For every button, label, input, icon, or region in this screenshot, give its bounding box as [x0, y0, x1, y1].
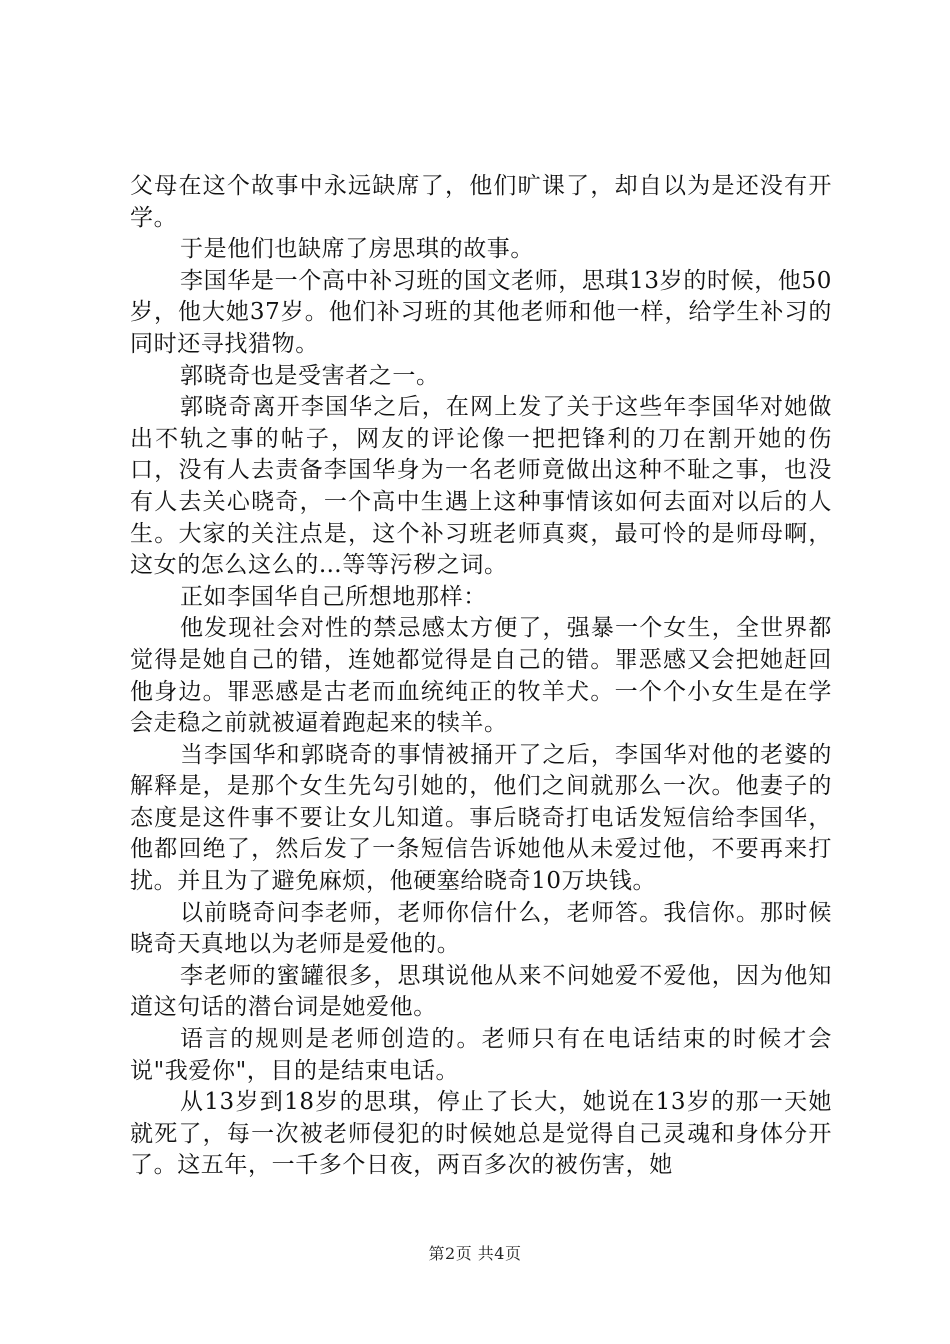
paragraph-9: 以前晓奇问李老师，老师你信什么，老师答。我信你。那时候晓奇天真地以为老师是爱他的。 — [130, 899, 832, 958]
document-body — [130, 171, 832, 1182]
paragraph-10: 李老师的蜜罐很多，思琪说他从来不问她爱不爱他，因为他知道这句话的潜台词是她爱他。 — [130, 962, 832, 1021]
paragraph-7: 他发现社会对性的禁忌感太方便了，强暴一个女生，全世界都觉得是她自己的错，连她都觉得是自己的错。罪恶感又会把她赶回他身边。罪恶感是古老而血统纯正的牧羊犬。一个个小女生是在学会走稳之前就被逼着跑起来的犊羊。 — [130, 615, 832, 737]
paragraph-2: 于是他们也缺席了房思琪的故事。 — [180, 236, 534, 263]
paragraph-1: 父母在这个故事中永远缺席了，他们旷课了，却自以为是还没有开学。 — [130, 173, 832, 231]
paragraph-11: 语言的规则是老师创造的。老师只有在电话结束的时候才会说"我爱你"，目的是结束电话。 — [130, 1026, 832, 1084]
paragraph-5: 郭晓奇离开李国华之后，在网上发了关于这些年李国华对她做出不轨之事的帖子，网友的评论像一把把锋利的刀在割开她的伤口，没有人去责备李国华身为一名老师竟做出这种不耻之事，也没有人去关心晓奇，一个高中生遇上这种事情该如何去面对以后的人生。大家的关注点是，这个补习班老师真爽，最可怜的是师母啊，这女的怎么这么的…等等污秽之词。 — [130, 394, 832, 579]
paragraph-3: 李国华是一个高中补习班的国文老师，思琪13岁的时候，他50岁，他大她37岁。他们补习班的其他老师和他一样，给学生补习的同时还寻找猎物。 — [130, 267, 832, 357]
paragraph-6: 正如李国华自己所想地那样： — [180, 583, 487, 610]
page-footer: 第2页 共4页 — [428, 1244, 522, 1263]
paragraph-8: 当李国华和郭晓奇的事情被捅开了之后，李国华对他的老婆的解释是，是那个女生先勾引她的，他们之间就那么一次。他妻子的态度是这件事不要让女儿知道。事后晓奇打电话发短信给李国华，他都回绝了，然后发了一条短信告诉她他从未爱过他，不要再来打扰。并且为了避免麻烦，他硬塞给晓奇10万块钱。 — [130, 741, 832, 895]
paragraph-12: 从13岁到18岁的思琪，停止了长大，她说在13岁的那一天她就死了，每一次被老师侵犯的时候她总是觉得自己灵魂和身体分开了。这五年，一千多个日夜，两百多次的被伤害，她 — [130, 1089, 832, 1179]
paragraph-4: 郭晓奇也是受害者之一。 — [180, 362, 440, 389]
